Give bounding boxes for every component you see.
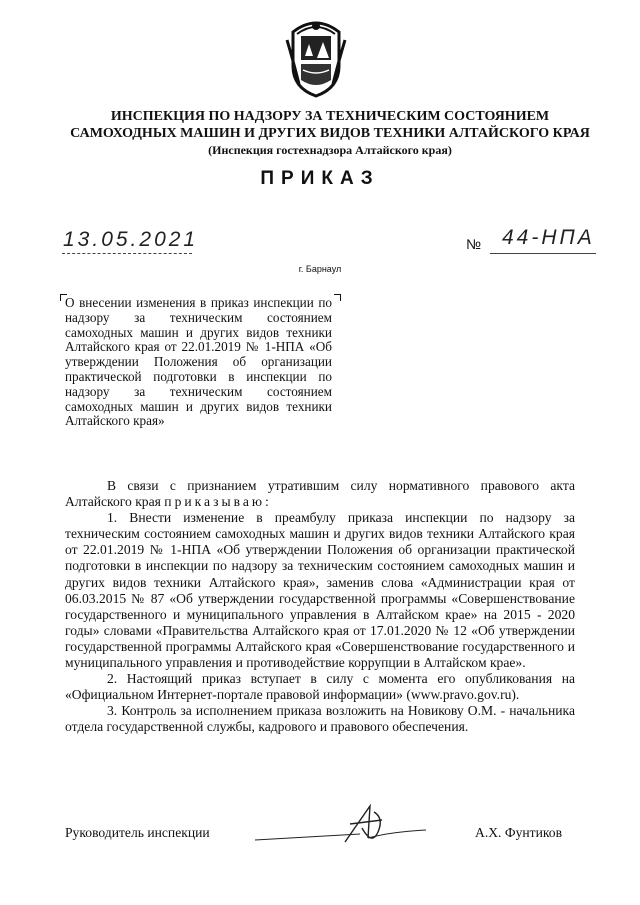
coat-of-arms-emblem	[283, 14, 349, 98]
order-subject: О внесении изменения в приказ инспекции по надзору за техническим состоянием самоходных машин и других видов техники Алтайского края от 22.01.2019 № 1-НПА «Об утверждении Положения об организации практической подготовки в инспекции по надзору за техническим состоянием самоходных машин и других видов техники Алтайского края»	[65, 295, 332, 429]
signatory-name: А.Х. Фунтиков	[475, 825, 562, 840]
intro-text: В связи с признанием утратившим силу нормативного правового акта Алтайского края	[65, 478, 575, 510]
intro-paragraph	[65, 478, 575, 510]
document-type-title: ПРИКАЗ	[260, 168, 380, 189]
order-number: 44-НПА	[502, 226, 595, 249]
subject-bracket-right	[334, 294, 341, 301]
number-underline	[490, 253, 596, 254]
date-underline	[62, 253, 192, 254]
org-name-line-1: ИНСПЕКЦИЯ ПО НАДЗОРУ ЗА ТЕХНИЧЕСКИМ СОСТОЯНИЕМ	[110, 109, 550, 124]
org-short-name: (Инспекция гостехнадзора Алтайского края)	[208, 143, 452, 157]
item-2: 2. Настоящий приказ вступает в силу с момента его опубликования на «Официальном Интернет-портале правовой информации» (www.pravo.gov.ru).	[65, 671, 575, 703]
order-date: 13.05.2021	[63, 228, 199, 251]
city-label: г. Барнаул	[298, 264, 342, 274]
item-3: 3. Контроль за исполнением приказа возложить на Новикову О.М. - начальника отдела государственной службы, кадрового и правового обеспечения.	[65, 703, 575, 735]
order-body	[65, 478, 575, 736]
order-word: приказываю:	[164, 494, 272, 510]
signatory-position: Руководитель инспекции	[65, 825, 210, 840]
handwritten-signature	[250, 798, 430, 848]
org-name-line-2: САМОХОДНЫХ МАШИН И ДРУГИХ ВИДОВ ТЕХНИКИ АЛТАЙСКОГО КРАЯ	[70, 126, 590, 141]
number-sign: №	[466, 236, 482, 252]
item-1: 1. Внести изменение в преамбулу приказа инспекции по надзору за техническим состоянием самоходных машин и других видов техники Алтайского края от 22.01.2019 № 1-НПА «Об утверждении Положения об организации практической подготовки в инспекции по надзору за техническим состоянием самоходных машин и других видов техники Алтайского края», заменив слова «Администрации края от 06.03.2015 № 87 «Об утверждении государственной программы «Совершенствование государственного и муниципального управления в Алтайском крае» на 2015 - 2020 годы» словами «Правительства Алтайского края от 17.01.2020 № 12 «Об утверждении государственной программы Алтайского края «Совершенствование государственного и муниципального управления и противодействие коррупции в Алтайском крае».	[65, 510, 575, 671]
